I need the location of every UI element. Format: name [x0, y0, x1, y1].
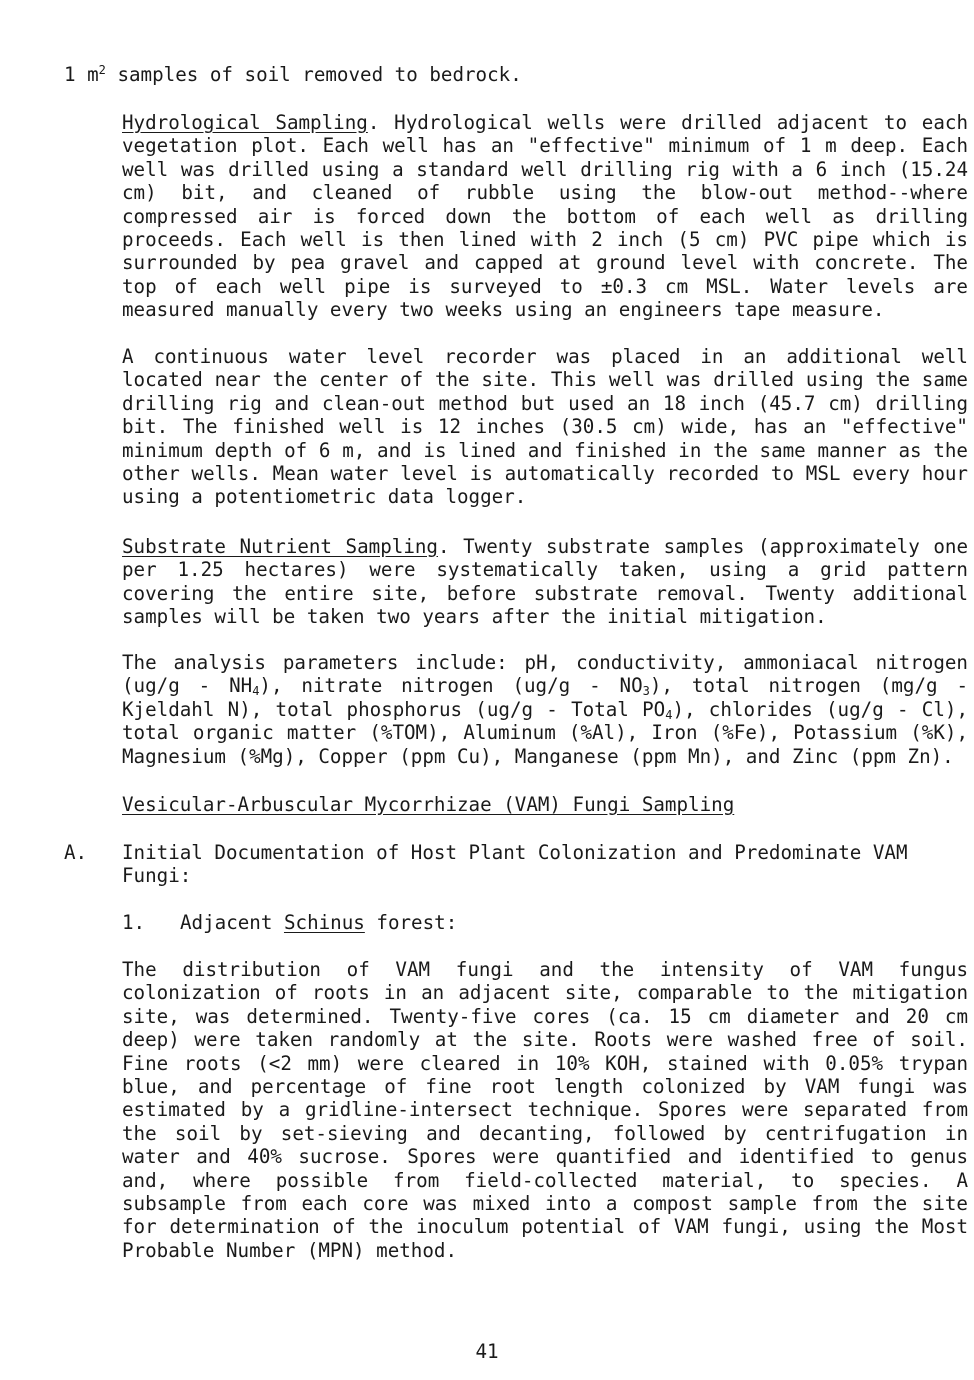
vam-heading-line: [64, 793, 968, 816]
superscript: 2: [98, 63, 106, 77]
item-1-genus: Schinus: [283, 911, 365, 934]
hydrological-paragraph: [64, 111, 968, 322]
analysis-text-2: ), nitrate nitrogen (ug/g - NO: [259, 674, 643, 698]
opening-text: 1 m: [64, 63, 99, 86]
item-1-text-rest: forest:: [364, 911, 458, 934]
analysis-text-3: ), total nitrogen (mg/g - Kjeldahl N), total phosphorus (ug/g - Total PO: [122, 674, 968, 721]
hydrological-heading: Hydrological Sampling: [122, 111, 368, 134]
page-number: 41: [475, 1340, 499, 1363]
opening-text-rest: samples of soil removed to bedrock.: [105, 63, 522, 86]
subscript: 4: [665, 707, 673, 722]
water-recorder-text: A continuous water level recorder was placed in an additional well located near the center of the site. This well was drilled using the same drilling rig and clean-out method but used an 18 inch (45.7 cm) drilling bit. The finished well is 12 inches (30.5 cm) wide, has an "effective" minimum depth of 6 m, and is lined and finished in the same manner as the other wells. Mean water level is automatically recorded to MSL every hour using a potentiometric data logger.: [122, 345, 968, 509]
section-a-label: A.: [64, 841, 88, 864]
vam-heading: Vesicular-Arbuscular Mycorrhizae (VAM) Fungi Sampling: [122, 793, 735, 816]
vam-paragraph: [64, 958, 968, 1262]
item-1-label: 1.: [122, 911, 146, 934]
section-a-title: Initial Documentation of Host Plant Colonization and Predominate VAM Fungi:: [122, 841, 908, 888]
substrate-text: . Twenty substrate samples (approximately one per 1.25 hectares) were systematically taken, using a grid pattern covering the entire site, before substrate removal. Twenty additional samples will be taken two years after the initial mitigation.: [122, 535, 968, 629]
substrate-paragraph: [64, 535, 968, 629]
hydrological-text: . Hydrological wells were drilled adjacent to each vegetation plot. Each well has an "effective" minimum of 1 m deep. Each well was drilled using a standard well drilling rig with a 6 inch (15.24 cm) bit, and cleaned of rubble using the blow-out method--where compressed air is forced down the bottom of each well as drilling proceeds. Each well is then lined with 2 inch (5 cm) PVC pipe which is surrounded by pea gravel and capped at ground level with concrete. The top of each well pipe is surveyed to ±0.3 cm MSL. Water levels are measured manually every two weeks using an engineers tape measure.: [122, 111, 969, 322]
analysis-text-4: ), chlorides (ug/g - Cl), total organic matter (%TOM), Aluminum (%Al), Iron (%Fe), Potassium (%K), Magnesium (%Mg), Copper (ppm Cu), Manganese (ppm Mn), and Zinc (ppm Zn).: [122, 697, 969, 768]
item-1-title: [180, 911, 457, 934]
substrate-heading: Substrate Nutrient Sampling: [122, 535, 438, 558]
analysis-paragraph: [64, 651, 968, 768]
subscript: 3: [642, 684, 650, 699]
vam-text: The distribution of VAM fungi and the intensity of VAM fungus colonization of roots in an adjacent site, comparable to the mitigation site, was determined. Twenty-five cores (ca. 15 cm diameter and 20 cm deep) were taken randomly at the site. Roots were washed free of soil. Fine roots (<2 mm) were cleared in 10% KOH, stained with 0.05% trypan blue, and percentage of fine root length colonized by VAM fungi was estimated by a gridline-intersect technique. Spores were separated from the soil by set-sieving and decanting, followed by centrifugation in water and 40% sucrose. Spores were quantified and identified to genus and, where possible from field-collected material, to species. A subsample from each core was mixed into a compost sample from the site for determination of the inoculum potential of VAM fungi, using the Most Probable Number (MPN) method.: [122, 958, 968, 1262]
item-1-text: Adjacent: [180, 911, 284, 934]
subscript: 4: [252, 684, 260, 699]
opening-line: [64, 63, 910, 86]
analysis-text-1: The analysis parameters include: pH, conductivity, ammoniacal nitrogen (ug/g - NH: [122, 651, 968, 698]
water-recorder-paragraph: [64, 345, 968, 509]
